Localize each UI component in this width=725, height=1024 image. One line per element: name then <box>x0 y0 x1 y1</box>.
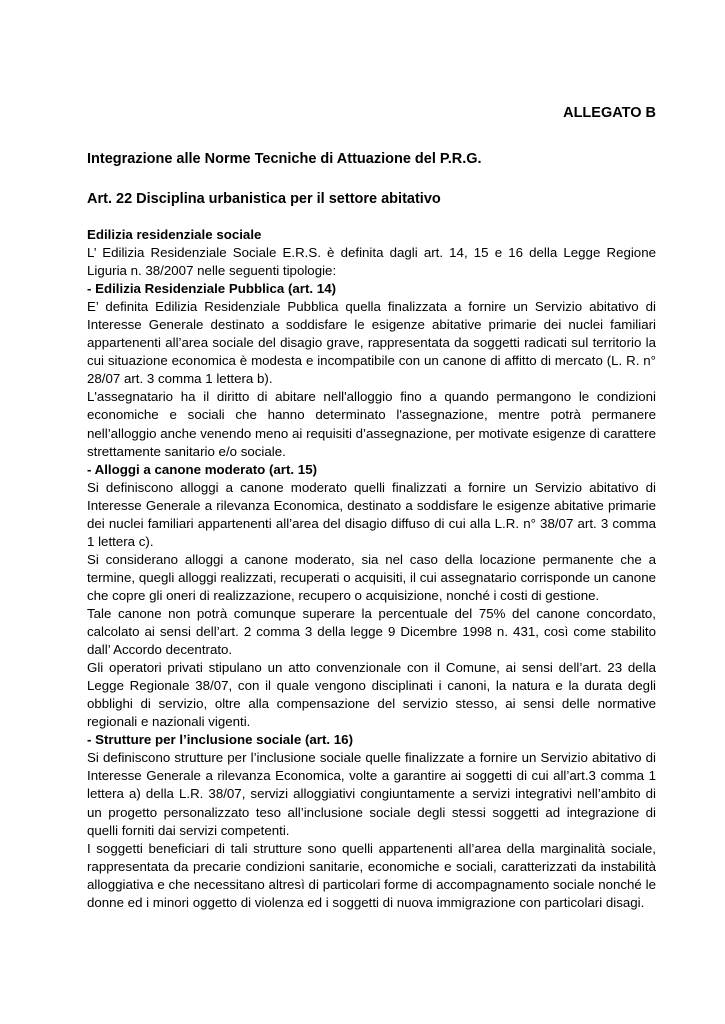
paragraph-canone-locazione: Si considerano alloggi a canone moderato, sia nel caso della locazione permanente che a termine, quegli alloggi realizzati, recuperati o acquisiti, il cui assegnatario corrisponde un canone che copre gli oneri di realizzazione, recupero o acquisizione, nonché i costi di gestione. <box>87 551 656 603</box>
document-title: Integrazione alle Norme Tecniche di Attuazione del P.R.G. <box>87 151 482 167</box>
paragraph-erp-assegnatario: L'assegnatario ha il diritto di abitare nell'alloggio fino a quando permangono le condizioni economiche e sociali che hanno determinato l'assegnazione, mentre potrà permanere nell’alloggio anche venendo meno ai requisiti d’assegnazione, per motivate esigenze di carattere strettamente sanitario e/o sociale. <box>87 389 656 459</box>
subheading-canone-moderato: - Alloggi a canone moderato (art. 15) <box>87 461 318 477</box>
document-body <box>87 226 656 912</box>
annex-label: ALLEGATO B <box>563 105 656 121</box>
paragraph-erp-definition: E’ definita Edilizia Residenziale Pubblica quella finalizzata a fornire un Servizio abitativo di Interesse Generale destinato a soddisfare le esigenze abitative primarie dei nuclei familiari appartenenti all’area sociale del disagio grave, rappresentata da soggetti radicati sul territorio la cui situazione economica è modesta e incompatibile con un canone di affitto di mercato (L. R. n° 28/07 art. 3 comma 1 lettera b). <box>87 299 656 387</box>
subheading-edilizia-sociale: Edilizia residenziale sociale <box>87 227 262 242</box>
paragraph-canone-limite: Tale canone non potrà comunque superare la percentuale del 75% del canone concordato, calcolato ai sensi dell’art. 2 comma 3 della legge 9 Dicembre 1998 n. 431, così come stabilito dall’ Accordo decentrato. <box>87 605 656 658</box>
article-title: Art. 22 Disciplina urbanistica per il settore abitativo <box>87 191 441 207</box>
paragraph-intro: L’ Edilizia Residenziale Sociale E.R.S. è definita dagli art. 14, 15 e 16 della Legge Regione Liguria n. 38/2007 nelle seguenti tipologie: <box>87 245 656 279</box>
paragraph-operatori-privati: Gli operatori privati stipulano un atto convenzionale con il Comune, ai sensi dell’art. 23 della Legge Regionale 38/07, con il quale vengono disciplinati i canoni, la natura e la durata degli obblighi di servizio, oltre alla compensazione del servizio stesso, ai sensi delle normative regionali e nazionali vigenti. <box>87 660 656 730</box>
subheading-inclusione-sociale: - Strutture per l’inclusione sociale (art. 16) <box>87 732 354 748</box>
subheading-erp: - Edilizia Residenziale Pubblica (art. 14) <box>87 281 337 297</box>
paragraph-inclusione-definition: Si definiscono strutture per l’inclusione sociale quelle finalizzate a fornire un Servizio abitativo di Interesse Generale a rilevanza Economica, volte a garantire ai soggetti di cui all’art.3 comma 1 lettera a) della L.R. 38/07, servizi alloggiativi congiuntamente a servizi integrativi nell’ambito di un progetto personalizzato teso all’inclusione sociale degli stessi soggetti ad integrazione di quelli forniti dai servizi competenti. <box>87 750 656 838</box>
paragraph-beneficiari: I soggetti beneficiari di tali strutture sono quelli appartenenti all’area della marginalità sociale, rappresentata da precarie condizioni sanitarie, economiche e sociali, caratterizzati da instabilità alloggiativa e che necessitano altresì di particolari forme di accompagnamento sociale nonché le donne ed i minori oggetto di violenza ed i soggetti di nuova immigrazione con particolari disagi. <box>87 840 656 910</box>
paragraph-canone-definition: Si definiscono alloggi a canone moderato quelli finalizzati a fornire un Servizio abitativo di Interesse Generale a rilevanza Economica, destinato a soddisfare le esigenze abitative primarie dei nuclei familiari appartenenti all’area del disagio diffuso di cui alla L.R. n° 38/07 art. 3 comma 1 lettera c). <box>87 479 656 549</box>
